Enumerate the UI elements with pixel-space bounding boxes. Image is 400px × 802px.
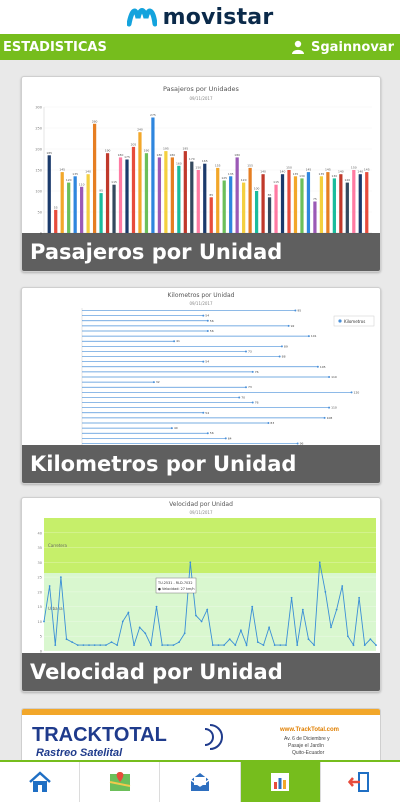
- bar-value-label: 75: [313, 197, 317, 201]
- bar: [67, 183, 70, 233]
- bar: [216, 168, 219, 233]
- bar: [184, 151, 187, 233]
- line-point: [111, 641, 113, 643]
- bar-point: [252, 371, 254, 373]
- bar-point: [153, 381, 155, 383]
- bar: [61, 172, 64, 233]
- bar-value-label: 73: [247, 385, 252, 390]
- bar: [197, 170, 200, 233]
- bar-point: [173, 340, 175, 342]
- line-point: [122, 621, 124, 623]
- y-tick-label: 40: [37, 531, 42, 536]
- card-label: Kilometros por Unidad: [22, 445, 380, 483]
- bar-value-label: 240: [137, 127, 143, 132]
- mail-alert-icon: [188, 770, 212, 794]
- bar: [255, 191, 258, 233]
- line-point: [324, 591, 326, 593]
- line-point: [49, 585, 51, 587]
- bar-point: [317, 366, 319, 368]
- bar-value-label: 145: [325, 167, 331, 172]
- promo-site: www.TrackTotal.com: [280, 727, 340, 733]
- bar-point: [351, 391, 353, 393]
- statistics-icon: [268, 770, 292, 794]
- brand-name: movistar: [162, 4, 274, 30]
- bar-value-label: 120: [240, 178, 247, 183]
- bar: [313, 202, 316, 234]
- line-point: [167, 644, 169, 646]
- y-tick-label: 35: [37, 546, 42, 551]
- bar: [359, 174, 362, 233]
- line-point: [178, 641, 180, 643]
- line-point: [330, 626, 332, 628]
- line-point: [291, 597, 293, 599]
- line-point: [212, 644, 214, 646]
- line-point: [246, 644, 248, 646]
- bar-value-label: 140: [85, 169, 91, 174]
- bar: [171, 157, 174, 233]
- bar-value-label: 135: [72, 171, 79, 176]
- bar-point: [171, 427, 173, 429]
- line-point: [341, 585, 343, 587]
- bar-value-label: 140: [357, 169, 364, 174]
- bar-value-label: 56: [209, 329, 214, 333]
- line-point: [296, 644, 298, 646]
- line-point: [364, 644, 366, 646]
- bar-value-label: 155: [214, 163, 221, 168]
- nav-logout[interactable]: [321, 762, 400, 802]
- bar: [87, 174, 90, 233]
- bar-point: [294, 310, 296, 312]
- y-tick-label: 20: [37, 590, 42, 595]
- bar: [80, 187, 83, 233]
- line-point: [285, 644, 287, 646]
- bar: [190, 162, 193, 233]
- line-point: [251, 606, 253, 608]
- bar-value-label: 180: [156, 152, 163, 157]
- line-point: [94, 644, 96, 646]
- home-icon: [28, 770, 52, 794]
- card-kilometros[interactable]: [21, 287, 381, 484]
- bar-point: [202, 412, 204, 414]
- bar-point: [238, 396, 240, 398]
- bar-value-label: 185: [46, 150, 53, 155]
- bar-value-label: 83: [270, 421, 275, 425]
- bar-value-label: 110: [78, 182, 85, 187]
- line-point: [150, 644, 152, 646]
- bar-value-label: 150: [286, 165, 292, 170]
- bar-value-label: 88: [281, 354, 286, 359]
- promo-logo-sub: Rastreo Satelital: [36, 747, 123, 759]
- bar: [249, 168, 252, 233]
- bar-value-label: 275: [150, 113, 156, 117]
- bar-value-label: 120: [344, 178, 351, 183]
- bar-value-label: 145: [363, 167, 370, 172]
- bar-value-label: 205: [130, 142, 137, 147]
- logout-icon: [348, 770, 372, 794]
- bar-point: [207, 320, 209, 322]
- chart-legend: [334, 316, 374, 326]
- bar: [210, 197, 213, 233]
- promo-address-1: Av. 6 de Diciembre y: [284, 736, 330, 742]
- line-point: [229, 638, 231, 640]
- y-tick-label: 15: [37, 605, 42, 610]
- line-point: [144, 632, 146, 634]
- bar: [274, 185, 277, 233]
- bar-point: [288, 325, 290, 327]
- zone-label-urbana: Urbana: [48, 606, 63, 611]
- nav-home[interactable]: [0, 762, 80, 802]
- bar: [106, 153, 109, 233]
- chart-title: Kilometros por Unidad: [167, 292, 235, 299]
- bar-point: [308, 335, 310, 337]
- promo-address-2: Pasaje el Jardín: [288, 743, 324, 749]
- y-tick-label: 100: [35, 189, 42, 194]
- line-point: [313, 644, 315, 646]
- bar-value-label: 110: [331, 405, 337, 410]
- bar-value-label: 108: [326, 415, 333, 420]
- y-tick-label: 0: [39, 649, 42, 654]
- bar-value-label: 40: [173, 426, 178, 431]
- line-point: [82, 644, 84, 646]
- bar-value-label: 54: [205, 410, 210, 415]
- line-point: [353, 644, 355, 646]
- bar-value-label: 135: [292, 171, 299, 176]
- user-name: Sgainnovar: [311, 39, 394, 55]
- tooltip-line-1: TU-2531 - RLD-7032: [158, 581, 193, 585]
- bar: [287, 170, 290, 233]
- chart-date: 09/11/2017: [189, 301, 213, 306]
- y-tick-label: 150: [35, 168, 42, 173]
- line-point: [161, 644, 163, 646]
- bar-value-label: 195: [163, 146, 169, 151]
- line-point: [77, 644, 79, 646]
- bar-value-label: 140: [337, 169, 344, 174]
- card-label: Velocidad por Unidad: [22, 653, 380, 691]
- bar: [74, 176, 77, 233]
- bar: [93, 124, 96, 233]
- chart-tooltip: [156, 578, 196, 593]
- bar: [236, 157, 239, 233]
- bar: [365, 172, 368, 233]
- bar-value-label: 101: [310, 334, 317, 339]
- chart-title: Pasajeros por Unidades: [163, 85, 239, 93]
- bar: [352, 170, 355, 233]
- bar-value-label: 145: [59, 167, 66, 172]
- line-point: [257, 641, 259, 643]
- zone-carretera: [44, 518, 376, 573]
- bar-value-label: 56: [209, 431, 214, 436]
- line-point: [128, 612, 130, 614]
- bar: [307, 172, 310, 233]
- line-point: [139, 626, 141, 628]
- promo-address-3: Quito-Ecuador: [292, 750, 325, 756]
- bar: [281, 174, 284, 233]
- line-point: [234, 644, 236, 646]
- bar-value-label: 55: [53, 205, 58, 210]
- line-point: [66, 638, 68, 640]
- line-point: [268, 626, 270, 628]
- line-point: [319, 561, 321, 563]
- line-point: [206, 609, 208, 611]
- bar-value-label: 54: [205, 359, 210, 364]
- bar-value-label: 92: [290, 323, 295, 328]
- nav-alerts[interactable]: [160, 762, 240, 802]
- line-point: [201, 621, 203, 623]
- bar-value-label: 32: [155, 380, 160, 385]
- page-title: ESTADISTICAS: [3, 39, 107, 55]
- bar-value-label: 140: [279, 169, 286, 174]
- bar: [99, 193, 102, 233]
- bar-value-label: 190: [104, 148, 111, 153]
- line-point: [105, 644, 107, 646]
- bar-value-label: 125: [221, 176, 228, 180]
- y-tick-label: 5: [39, 634, 42, 639]
- bar-value-label: 175: [124, 155, 130, 159]
- line-point: [195, 615, 197, 617]
- map-icon: [108, 770, 132, 794]
- bar-value-label: 170: [188, 157, 195, 162]
- brand-bar: [0, 0, 400, 34]
- bar-value-label: 180: [117, 152, 124, 157]
- bar: [112, 185, 115, 233]
- line-point: [223, 644, 225, 646]
- bar-value-label: 73: [247, 349, 252, 354]
- bar: [132, 147, 135, 233]
- bar: [48, 155, 51, 233]
- chart-date: 09/11/2017: [189, 510, 213, 515]
- bar: [339, 174, 342, 233]
- bar-point: [202, 315, 204, 317]
- line-point: [347, 635, 349, 637]
- bar: [326, 172, 329, 233]
- card-label: Pasajeros por Unidad: [22, 233, 380, 271]
- line-point: [71, 641, 73, 643]
- bar-value-label: 150: [350, 165, 357, 170]
- line-point: [302, 609, 304, 611]
- y-tick-label: 50: [37, 210, 42, 215]
- bar: [177, 166, 180, 233]
- bar-point: [207, 432, 209, 434]
- chart-date: 09/11/2017: [189, 96, 213, 101]
- card-pasajeros[interactable]: [21, 76, 381, 272]
- line-point: [60, 576, 62, 578]
- bar-point: [279, 356, 281, 358]
- bar-value-label: 140: [260, 169, 266, 174]
- bar: [203, 164, 206, 233]
- bar-value-label: 150: [195, 165, 202, 170]
- line-point: [375, 644, 377, 646]
- bar-value-label: 165: [201, 159, 208, 164]
- bar: [125, 160, 128, 234]
- bar: [261, 174, 264, 233]
- bar-point: [202, 361, 204, 363]
- line-point: [133, 644, 135, 646]
- bar: [54, 210, 57, 233]
- bar: [294, 176, 297, 233]
- bar-value-label: 95: [99, 188, 103, 193]
- zone-label-carretera: Carretera: [48, 543, 67, 548]
- line-point: [54, 644, 56, 646]
- y-tick-label: 200: [35, 147, 42, 152]
- bar-value-label: 76: [254, 400, 259, 405]
- bar-value-label: 89: [283, 344, 288, 349]
- bar-value-label: 155: [247, 163, 253, 168]
- bar-value-label: 64: [227, 436, 232, 441]
- bar-value-label: 115: [273, 180, 279, 185]
- bar-value-label: 85: [267, 192, 272, 197]
- bar-value-label: 70: [241, 395, 246, 400]
- bar-point: [252, 402, 254, 404]
- y-tick-label: 25: [37, 575, 42, 580]
- bar-value-label: 54: [205, 313, 210, 318]
- promo-logo-text: TRACKTOTAL: [32, 724, 167, 746]
- line-point: [336, 609, 338, 611]
- bar-point: [225, 437, 227, 439]
- legend-label: Kilometros: [344, 319, 366, 324]
- bar: [300, 178, 303, 233]
- bar: [242, 183, 245, 233]
- bar-point: [328, 376, 330, 378]
- line-point: [156, 606, 158, 608]
- bar-value-label: 100: [253, 186, 260, 191]
- line-point: [308, 638, 310, 640]
- zone-urbana: [44, 573, 376, 651]
- chart-title: Velocidad por Unidad: [169, 501, 233, 508]
- bar-value-label: 135: [227, 171, 234, 176]
- line-point: [240, 629, 242, 631]
- bar: [223, 181, 226, 234]
- card-velocidad[interactable]: [21, 497, 381, 692]
- y-tick-label: 250: [35, 126, 42, 131]
- line-point: [263, 644, 265, 646]
- bar-point: [281, 345, 283, 347]
- line-point: [369, 638, 371, 640]
- bar: [158, 157, 161, 233]
- bar-value-label: 195: [182, 146, 189, 151]
- bar: [164, 151, 167, 233]
- line-point: [274, 644, 276, 646]
- nav-map[interactable]: [80, 762, 160, 802]
- bar-value-label: 76: [254, 369, 259, 374]
- y-tick-label: 30: [37, 560, 42, 565]
- bar-value-label: 56: [209, 318, 214, 323]
- bar: [346, 183, 349, 233]
- bar-value-label: 180: [169, 152, 176, 157]
- bar: [151, 118, 154, 234]
- line-point: [99, 644, 101, 646]
- bar-point: [328, 407, 330, 409]
- user-icon: [291, 40, 305, 54]
- bar-point: [245, 386, 247, 388]
- y-tick-label: 10: [37, 619, 42, 624]
- bar-value-label: 95: [297, 308, 302, 313]
- bar-value-label: 110: [331, 375, 337, 379]
- bar-value-label: 85: [209, 192, 214, 197]
- user-menu[interactable]: [291, 40, 394, 55]
- bar: [320, 176, 323, 233]
- line-point: [173, 644, 175, 646]
- bar-value-label: 120: [353, 390, 360, 395]
- bar-value-label: 130: [299, 173, 305, 178]
- bar-value-label: 130: [331, 173, 338, 178]
- bar-value-label: 115: [111, 180, 117, 185]
- bar-value-label: 105: [319, 364, 326, 369]
- line-point: [43, 621, 45, 623]
- bottom-navigation: [0, 760, 400, 802]
- movistar-logo-icon: [127, 6, 157, 28]
- bar-point: [267, 422, 269, 424]
- y-tick-label: 300: [35, 105, 42, 110]
- bar-value-label: 180: [234, 152, 241, 157]
- nav-statistics[interactable]: [241, 762, 321, 802]
- line-point: [184, 632, 186, 634]
- bar-value-label: 160: [175, 161, 182, 166]
- bar-value-label: 190: [143, 148, 150, 153]
- bar-value-label: 96: [299, 441, 304, 446]
- line-point: [116, 644, 118, 646]
- bar-value-label: 41: [176, 339, 180, 344]
- bar-point: [324, 417, 326, 419]
- bar: [119, 157, 122, 233]
- bar-value-label: 260: [91, 119, 98, 124]
- bar-point: [207, 330, 209, 332]
- bar-point: [245, 350, 247, 352]
- bar: [268, 197, 271, 233]
- line-point: [88, 644, 90, 646]
- bar: [145, 153, 148, 233]
- bar-value-label: 135: [318, 171, 325, 176]
- tooltip-line-2: ● Velocidad: 27 km/h: [158, 587, 195, 591]
- line-point: [189, 561, 191, 563]
- line-point: [358, 597, 360, 599]
- bar: [229, 176, 232, 233]
- bar: [333, 178, 336, 233]
- line-point: [279, 644, 281, 646]
- line-point: [218, 644, 220, 646]
- bar-value-label: 145: [305, 167, 312, 172]
- bar-value-label: 120: [65, 178, 72, 183]
- bar: [138, 132, 141, 233]
- app-header: [0, 34, 400, 60]
